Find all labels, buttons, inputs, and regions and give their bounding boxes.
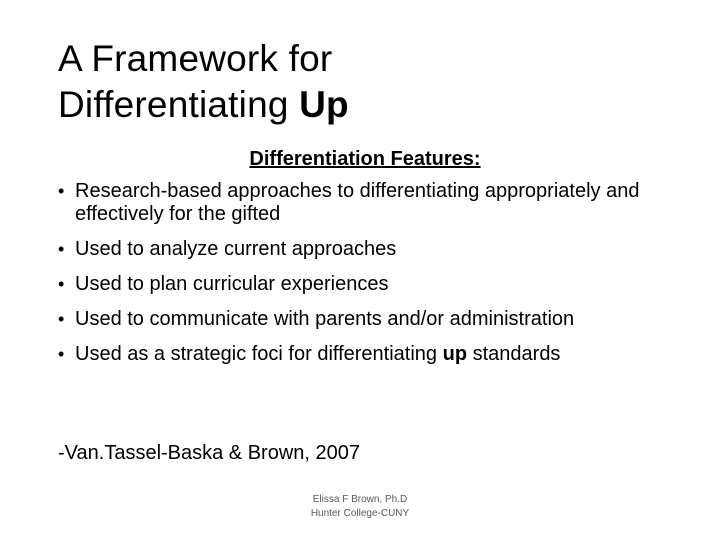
title-line-2 xyxy=(58,82,678,128)
bullet-item-research-based xyxy=(58,180,678,226)
bullet-dot-icon: • xyxy=(58,344,65,364)
bullet-text: Research-based approaches to differentiating appropriately and effectively for the gifted xyxy=(75,180,640,225)
bullet-item-strategic-foci xyxy=(58,343,678,366)
title-line-2-text: Differentiating xyxy=(58,84,300,125)
bullet-text: Used to analyze current approaches xyxy=(75,238,397,260)
bullet-item-analyze xyxy=(58,238,678,261)
citation: -Van.Tassel-Baska & Brown, 2007 xyxy=(58,442,361,464)
title-emphasis-up: Up xyxy=(299,84,349,125)
footer-author: Elissa F Brown, Ph.D xyxy=(312,494,408,505)
bullet-dot-icon: • xyxy=(58,274,65,294)
slide-footer xyxy=(0,493,720,521)
bullet-text: Used to communicate with parents and/or administration xyxy=(75,308,575,330)
slide-title xyxy=(58,36,678,128)
bullet-text xyxy=(75,343,560,365)
footer-institution: Hunter College-CUNY xyxy=(310,508,410,519)
bullet-list xyxy=(58,180,678,378)
bullet-emphasis-up: up xyxy=(442,343,468,365)
title-line-1: A Framework for xyxy=(58,38,333,79)
bullet-text: Used to plan curricular experiences xyxy=(75,273,389,295)
bullet-dot-icon: • xyxy=(58,309,65,329)
bullet-dot-icon: • xyxy=(58,181,65,201)
bullet-item-communicate xyxy=(58,308,678,331)
bullet-text-after: standards xyxy=(467,343,561,365)
bullet-text-before: Used as a strategic foci for differentiating xyxy=(75,343,443,365)
bullet-item-plan xyxy=(58,273,678,296)
bullet-dot-icon: • xyxy=(58,239,65,259)
features-heading: Differentiation Features: xyxy=(249,148,481,170)
